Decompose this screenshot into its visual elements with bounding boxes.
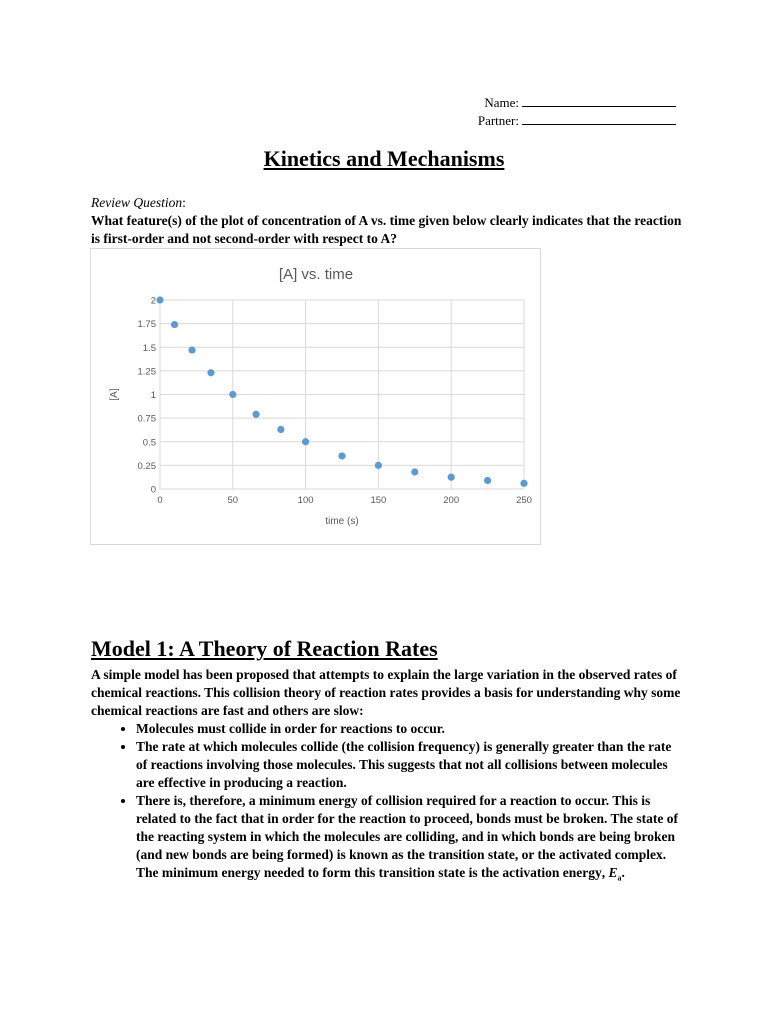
x-tick-label: 250 xyxy=(516,495,532,506)
y-axis-label: [A] xyxy=(109,388,120,401)
data-point xyxy=(207,369,214,376)
term-activated-complex: activated complex xyxy=(558,847,663,862)
y-tick-label: 1.75 xyxy=(137,319,156,331)
bullet2-text-a: The rate at which molecules collide ( xyxy=(136,739,346,754)
data-point xyxy=(375,462,382,469)
data-point xyxy=(188,346,195,353)
x-tick-label: 150 xyxy=(370,495,387,506)
model1-intro: A simple model has been proposed that attempts to explain the large variation in the observed rates of chemical reactions. This collision theory of reaction rates provides a basis for understanding why some chemical reactions are fast and others are slow: xyxy=(91,667,681,718)
y-tick-label: 0.5 xyxy=(142,437,156,449)
y-tick-label: 0.25 xyxy=(137,460,156,472)
ea-subscript: a xyxy=(617,873,622,883)
ea-symbol: E xyxy=(608,865,618,880)
partner-blank-line[interactable] xyxy=(522,112,676,125)
y-tick-label: 0 xyxy=(150,484,156,496)
x-tick-label: 100 xyxy=(297,495,314,506)
chart-title: [A] vs. time xyxy=(278,266,354,283)
x-axis-label: time (s) xyxy=(325,516,359,527)
term-activation-energy: activation energy xyxy=(502,865,602,880)
name-blank-line[interactable] xyxy=(522,94,676,107)
bullet-collide xyxy=(136,720,681,738)
data-point xyxy=(338,452,345,459)
bullet-transition-state xyxy=(136,792,681,888)
partner-label: Partner: xyxy=(477,113,519,128)
term-collision-frequency: the collision frequency xyxy=(345,739,476,754)
data-point xyxy=(484,477,491,484)
model1-heading: Model 1: A Theory of Reaction Rates xyxy=(91,636,438,661)
review-question-text: What feature(s) of the plot of concentration of A vs. time given below clearly indicates that the reaction is first-order and not second-order with respect to A? xyxy=(91,213,682,246)
data-point xyxy=(171,321,178,328)
bullet3-text-b: , or the xyxy=(514,847,559,862)
data-point xyxy=(229,391,236,398)
review-label-row xyxy=(91,194,691,212)
x-tick-label: 50 xyxy=(227,495,239,506)
bullet3-text-c: . The minimum energy needed to form this transition state is the xyxy=(136,847,667,880)
x-tick-label: 200 xyxy=(443,495,460,506)
y-tick-label: 1 xyxy=(150,390,156,401)
data-point xyxy=(252,411,259,418)
y-tick-label: 1.5 xyxy=(142,342,156,354)
data-point xyxy=(277,426,284,433)
name-partner-block xyxy=(478,94,676,130)
data-point xyxy=(302,438,309,445)
term-transition-state: transition state xyxy=(428,847,515,862)
partner-row xyxy=(478,112,676,130)
y-tick-label: 1.25 xyxy=(137,366,156,378)
review-label: Review Question xyxy=(91,195,183,210)
data-point xyxy=(448,474,455,481)
bullet3-end: . xyxy=(621,865,625,880)
chart-svg xyxy=(91,249,542,546)
name-label: Name: xyxy=(484,95,519,110)
model1-bullet-list xyxy=(91,720,681,888)
review-colon: : xyxy=(182,195,186,210)
bullet3-text-a: There is, therefore, a minimum energy of collision required for a reaction to occur. This is related to the fact that in order for the reaction to proceed, bonds must be broken. The state of the reacting system in which the molecules are colliding, and in which bonds are being broken (and new bonds are being formed) is known as the xyxy=(136,793,678,862)
concentration-chart xyxy=(90,248,541,545)
model1-body xyxy=(91,666,681,888)
x-tick-label: 0 xyxy=(157,495,163,506)
document-title: Kinetics and Mechanisms xyxy=(263,146,505,171)
bullet2-text-b: ) is generally greater than the rate of reactions involving those molecules. This suggests that not all collisions between molecules are effective in producing a reaction. xyxy=(136,739,672,790)
y-tick-label: 0.75 xyxy=(137,413,156,425)
bullet3-text-d: , xyxy=(601,865,609,880)
y-tick-label: 2 xyxy=(150,295,156,307)
data-point xyxy=(520,480,527,487)
name-row xyxy=(478,94,676,112)
data-point xyxy=(156,296,163,303)
review-question-block xyxy=(91,194,691,248)
data-point xyxy=(411,468,418,475)
bullet-collision-frequency xyxy=(136,738,681,792)
bullet1-text: Molecules must collide in order for reactions to occur. xyxy=(136,721,445,736)
